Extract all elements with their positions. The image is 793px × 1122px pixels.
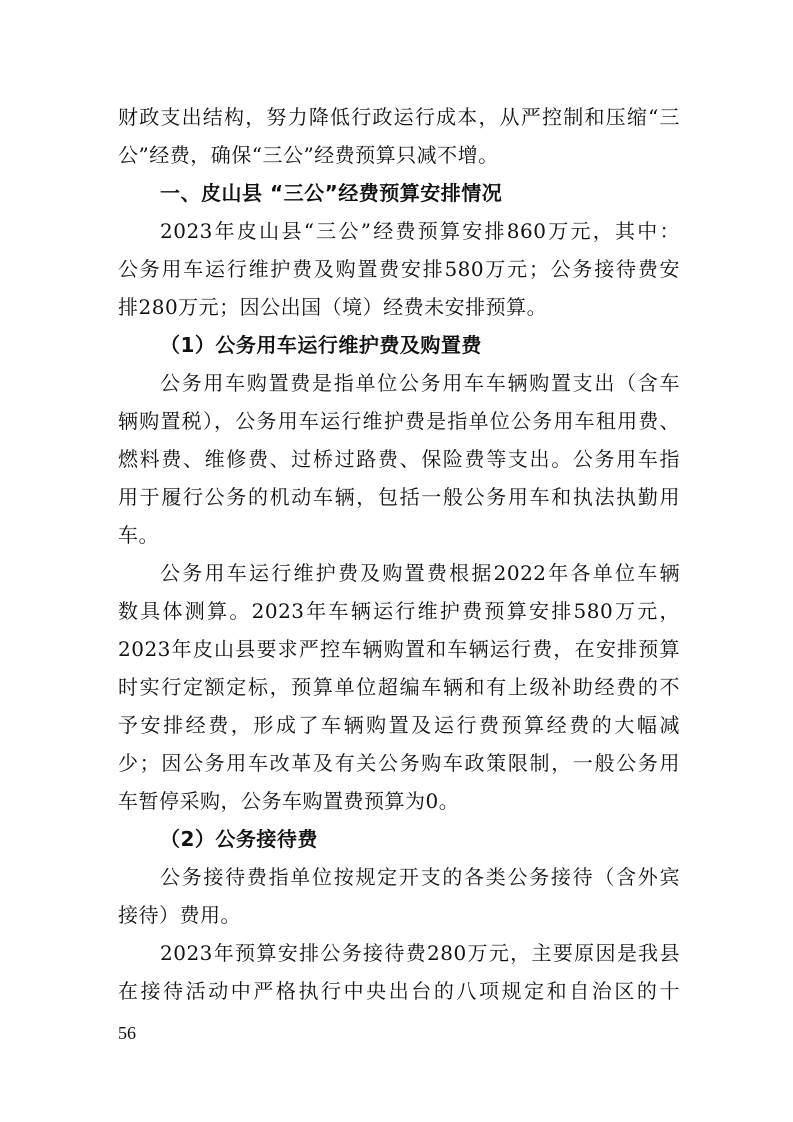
subsection-heading: （2）公务接待费 — [160, 827, 318, 851]
paragraph-line: 接待）费用。 — [118, 903, 241, 927]
paragraph-line: 数具体测算。2023年车辆运行维护费预算安排580万元， — [118, 599, 680, 623]
paragraph-line: 2023年皮山县要求严控车辆购置和车辆运行费，在安排预算 — [118, 637, 680, 661]
paragraph-line: 财政支出结构，努力降低行政运行成本，从严控制和压缩“三 — [118, 105, 680, 129]
paragraph-line: 时实行定额定标，预算单位超编车辆和有上级补助经费的不 — [118, 675, 680, 699]
paragraph-line: 用于履行公务的机动车辆，包括一般公务用车和执法执勤用 — [118, 485, 680, 509]
paragraph-line: 公”经费，确保“三公”经费预算只减不增。 — [118, 143, 499, 167]
paragraph-line: 少；因公务用车改革及有关公务购车政策限制，一般公务用 — [118, 751, 680, 775]
paragraph-line: 在接待活动中严格执行中央出台的八项规定和自治区的十 — [118, 979, 680, 1003]
paragraph-line: 公务接待费指单位按规定开支的各类公务接待（含外宾 — [160, 865, 680, 889]
paragraph-line: 燃料费、维修费、过桥过路费、保险费等支出。公务用车指 — [118, 447, 680, 471]
paragraph-line: 车暂停采购，公务车购置费预算为0。 — [118, 789, 460, 813]
paragraph-line: 予安排经费，形成了车辆购置及运行费预算经费的大幅减 — [118, 713, 680, 737]
subsection-heading: （1）公务用车运行维护费及购置费 — [160, 333, 482, 357]
paragraph-line: 公务用车运行维护费及购置费安排580万元；公务接待费安 — [118, 257, 680, 281]
paragraph-line: 排280万元；因公出国（境）经费未安排预算。 — [118, 295, 548, 319]
paragraph-line: 公务用车购置费是指单位公务用车车辆购置支出（含车 — [160, 371, 680, 395]
section-heading: 一、皮山县 “三公”经费预算安排情况 — [160, 181, 503, 205]
paragraph-line: 公务用车运行维护费及购置费根据2022年各单位车辆 — [160, 561, 680, 585]
paragraph-line: 车。 — [118, 523, 159, 547]
paragraph-line: 2023年皮山县“三公”经费预算安排860万元，其中： — [160, 219, 680, 243]
paragraph-line: 2023年预算安排公务接待费280万元，主要原因是我县 — [160, 941, 680, 965]
paragraph-line: 辆购置税），公务用车运行维护费是指单位公务用车租用费、 — [118, 409, 680, 433]
page-number: 56 — [118, 1023, 136, 1043]
